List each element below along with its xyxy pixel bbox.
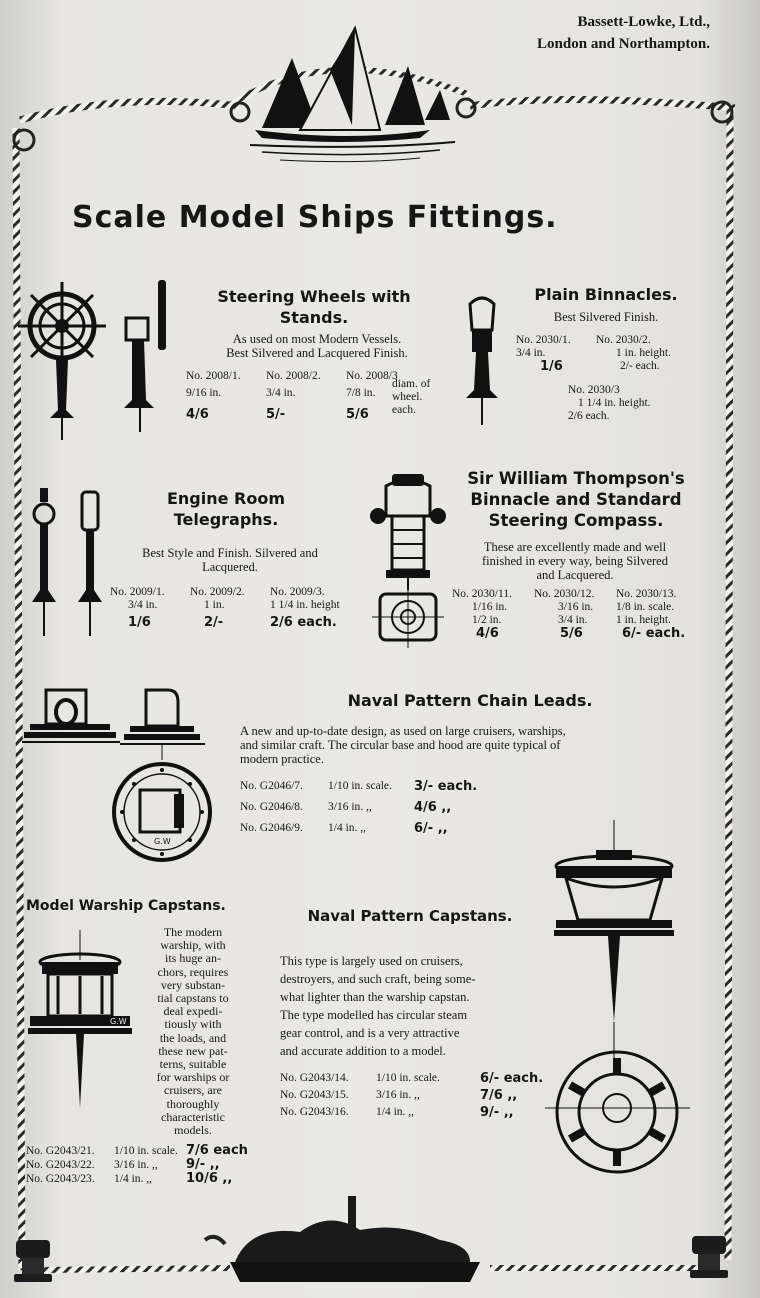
thompson-title-1: Sir William Thompson's <box>467 469 685 488</box>
telegraph-item: No. 2009/2. 1 in. 2/- <box>190 586 245 630</box>
thompson-item: No. 2030/12. 3/16 in. 3/4 in. 5/6 <box>534 588 595 641</box>
binnacle-item: No. 2030/2. 1 in. height. 2/- each. <box>596 334 671 372</box>
telegraphs-title-1: Engine Room <box>166 489 286 508</box>
thompson-item: No. 2030/13. 1/8 in. scale. 1 in. height. 6/- each. <box>616 588 686 641</box>
binnacle-item: No. 2030/1. 3/4 in. 1/6 <box>516 334 571 374</box>
binnacles-title: Plain Binnacles. <box>534 285 678 304</box>
page-title: Scale Model Ships Fittings. <box>72 200 558 235</box>
steering-wheel-item: No. 2008/3 7/8 in. 5/6 <box>346 370 398 422</box>
telegraph-item: No. 2009/3. 1 1/4 in. height 2/6 each. <box>270 586 340 630</box>
thompson-title-3: Steering Compass. <box>488 511 664 530</box>
company-name: Bassett-Lowke, Ltd., <box>577 14 710 30</box>
chain-lead-initials: G.W <box>154 837 171 846</box>
list-item: No. G2043/16. 1/4 in. ,, 9/- ,, <box>280 1105 514 1120</box>
naval-capstans-title: Naval Pattern Capstans. <box>307 907 513 925</box>
steering-wheel-item: No. 2008/1. 9/16 in. 4/6 <box>186 370 241 422</box>
binnacle-item: No. 2030/3 1 1/4 in. height. 2/6 each. <box>568 384 651 422</box>
warship-capstans-title: Model Warship Capstans. <box>26 898 226 914</box>
telegraphs-desc-1: Best Style and Finish. Silvered and <box>142 546 318 560</box>
steering-wheels-desc-1: As used on most Modern Vessels. <box>232 332 402 346</box>
list-item: No. G2046/9. 1/4 in. ,, 6/- ,, <box>240 821 448 836</box>
chain-leads-desc-1: A new and up-to-date design, as used on large cruisers, warships, <box>240 724 566 738</box>
company-location: London and Northampton. <box>537 36 710 52</box>
telegraph-item: No. 2009/1. 3/4 in. 1/6 <box>110 586 165 630</box>
steering-wheels-desc-2: Best Silvered and Lacquered Finish. <box>226 346 408 360</box>
steering-wheel-unit: diam. of wheel. each. <box>392 378 431 416</box>
steering-wheels-title-1: Steering Wheels with <box>217 287 411 306</box>
telegraphs-desc-2: Lacquered. <box>202 560 258 574</box>
list-item: No. G2043/14. 1/10 in. scale. 6/- each. <box>280 1071 544 1086</box>
chain-leads-desc-3: modern practice. <box>240 752 324 766</box>
thompson-desc-1: These are excellently made and well <box>483 540 667 554</box>
list-item: No. G2043/15. 3/16 in. ,, 7/6 ,, <box>280 1088 518 1103</box>
thompson-title-2: Binnacle and Standard <box>470 490 682 509</box>
thompson-item: No. 2030/11. 1/16 in. 1/2 in. 4/6 <box>452 588 512 641</box>
list-item: No. G2043/21. 1/10 in. scale. 7/6 each <box>26 1143 248 1158</box>
chain-leads-desc-2: and similar craft. The circular base and hood are quite typical of <box>240 738 561 752</box>
telegraphs-title-2: Telegraphs. <box>173 510 279 529</box>
thompson-desc-2: finished in every way, being Silvered <box>482 554 668 568</box>
list-item: No. G2043/23. 1/4 in. ,, 10/6 ,, <box>26 1171 233 1186</box>
list-item: No. G2043/22. 3/16 in. ,, 9/- ,, <box>26 1157 220 1172</box>
capstan-initials: G.W <box>110 1017 127 1026</box>
steering-wheels-title-2: Stands. <box>279 308 349 327</box>
warship-capstans-desc: The modern warship, with its huge an- chors, requires very substan- tial capstans to deal expedi- tiously with the loads, and these new pat- terns, suitable for warships or cruisers, are thoroughly characteristic models. <box>156 925 230 1138</box>
chain-leads-title: Naval Pattern Chain Leads. <box>347 691 593 710</box>
steering-wheel-item: No. 2008/2. 3/4 in. 5/- <box>266 370 321 422</box>
list-item: No. G2046/7. 1/10 in. scale. 3/- each. <box>240 779 478 794</box>
naval-capstans-desc: This type is largely used on cruisers, destroyers, and such craft, being some- what lighter than the warship capstan. The type modelled has circular steam gear control, and is a very attractive and accurate addition to a model. <box>280 954 476 1058</box>
thompson-desc-3: and Lacquered. <box>536 568 614 582</box>
binnacles-finish: Best Silvered Finish. <box>553 310 659 324</box>
list-item: No. G2046/8. 3/16 in. ,, 4/6 ,, <box>240 800 452 815</box>
